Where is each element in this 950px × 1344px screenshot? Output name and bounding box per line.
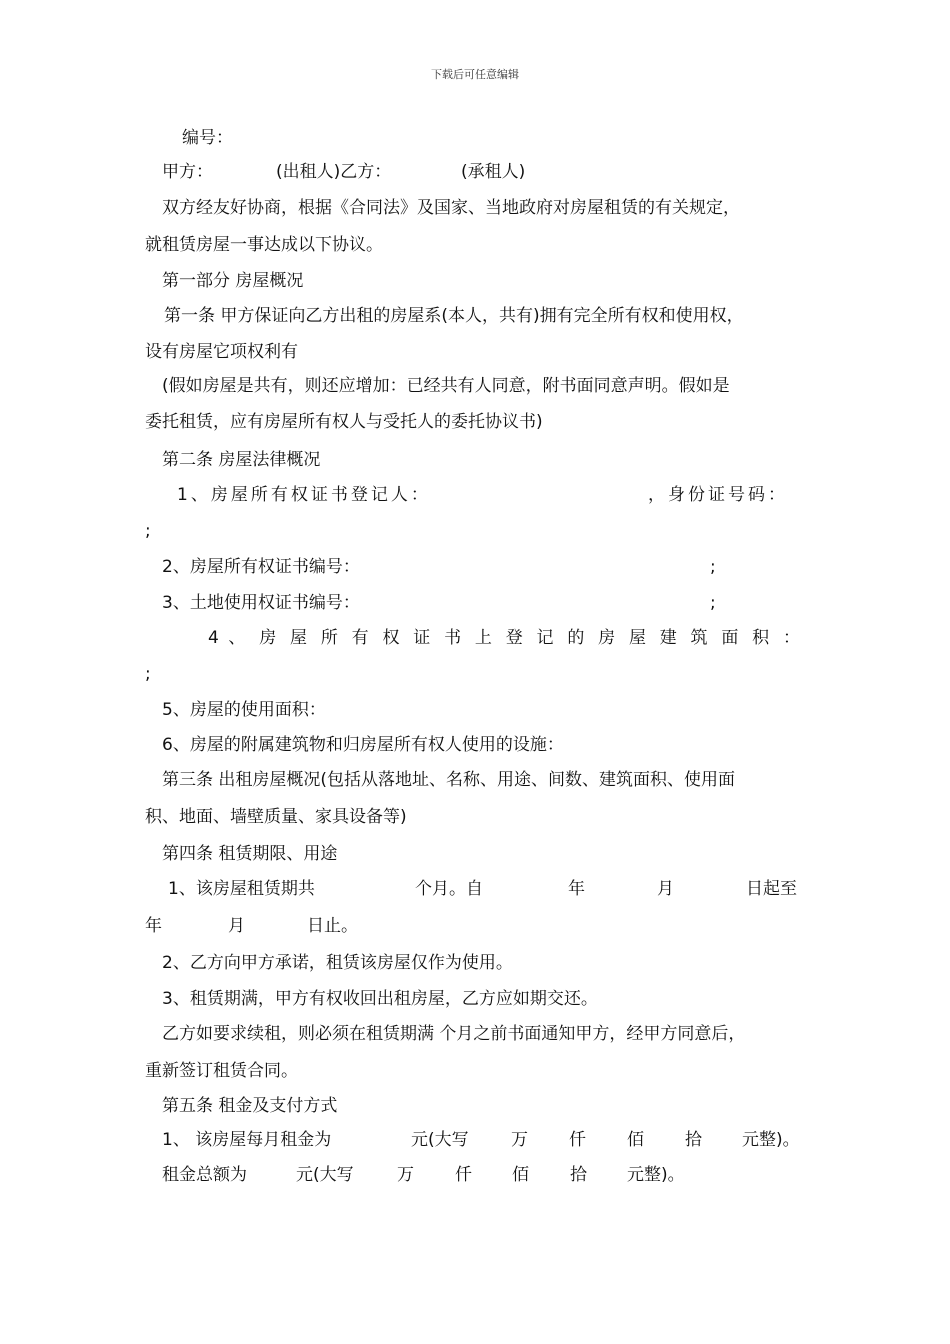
party-a-label: 甲方： [162,162,213,182]
clause-purpose: 2、乙方向甲方承诺，租赁该房屋仅作为使用。 [162,953,513,973]
clause-usable-area: 5、房屋的使用面积： [162,700,326,720]
rent-text: 1、 该房屋每月租金为 [162,1130,332,1150]
serial-number-label: 编号： [182,128,233,148]
paragraph-line: 重新签订租赁合同。 [145,1061,298,1081]
clause-expiry: 3、租赁期满，甲方有权收回出租房屋，乙方应如期交还。 [162,989,598,1009]
clause-land-cert: 3、土地使用权证书编号： [162,593,360,613]
paragraph-line: 积、地面、墙壁质量、家具设备等) [145,807,407,827]
semicolon: ; [145,521,151,541]
paragraph-line: 第三条 出租房屋概况(包括从落地址、名称、用途、间数、建筑面积、使用面 [162,770,736,790]
clause-cert-number: 2、房屋所有权证书编号： [162,557,360,577]
lease-term-text: 月 [228,916,245,936]
clause-building-area: 4 、 房 屋 所 有 权 证 书 上 登 记 的 房 屋 建 筑 面 积 ： [208,628,800,648]
rent-total-text: 租金总额为 [162,1165,247,1185]
rent-text: 元(大写 [411,1130,469,1150]
semicolon: ; [710,593,716,613]
paragraph-line: 第一条 甲方保证向乙方出租的房屋系(本人，共有)拥有完全所有权和使用权， [164,306,744,326]
lessee-label: (承租人) [461,162,526,182]
rent-text: 仟 [569,1130,586,1150]
semicolon: ; [710,557,716,577]
section-heading: 第一部分 房屋概况 [162,271,304,291]
rent-text: 佰 [627,1130,644,1150]
rent-total-text: 佰 [512,1165,529,1185]
page-header: 下载后可任意编辑 [431,68,519,81]
rent-total-text: 仟 [455,1165,472,1185]
lease-term-text: 日起至 [746,879,797,899]
lease-term-text: 个月。自 [415,879,483,899]
lease-term-text: 年 [145,916,162,936]
rent-total-text: 拾 [570,1165,587,1185]
lease-term-text: 月 [657,879,674,899]
rent-total-text: 元整)。 [627,1165,685,1185]
lessor-party-b-label: (出租人)乙方： [276,162,392,182]
clause-id-number: ，身份证号码： [648,485,788,505]
rent-text: 元整)。 [742,1130,800,1150]
rent-text: 拾 [685,1130,702,1150]
semicolon: ; [145,664,151,684]
lease-term-text: 日止。 [307,916,358,936]
paragraph-line: 委托租赁，应有房屋所有权人与受托人的委托协议书) [145,412,543,432]
paragraph-line: 双方经友好协商，根据《合同法》及国家、当地政府对房屋租赁的有关规定， [162,198,740,218]
paragraph-line: 设有房屋它项权利有 [145,342,298,362]
clause-owner-name: 1、房屋所有权证书登记人： [177,485,431,505]
lease-term-text: 1、该房屋租赁期共 [168,879,315,899]
article-heading: 第四条 租赁期限、用途 [162,844,338,864]
rent-total-text: 万 [397,1165,414,1185]
article-heading: 第五条 租金及支付方式 [162,1096,338,1116]
article-heading: 第二条 房屋法律概况 [162,450,321,470]
clause-facilities: 6、房屋的附属建筑物和归房屋所有权人使用的设施： [162,735,564,755]
rent-total-text: 元(大写 [296,1165,354,1185]
rent-text: 万 [511,1130,528,1150]
paragraph-line: (假如房屋是共有，则还应增加：已经共有人同意，附书面同意声明。假如是 [162,376,730,396]
paragraph-line: 就租赁房屋一事达成以下协议。 [145,235,383,255]
lease-term-text: 年 [568,879,585,899]
paragraph-line: 乙方如要求续租，则必须在租赁期满 个月之前书面通知甲方，经甲方同意后， [162,1024,746,1044]
